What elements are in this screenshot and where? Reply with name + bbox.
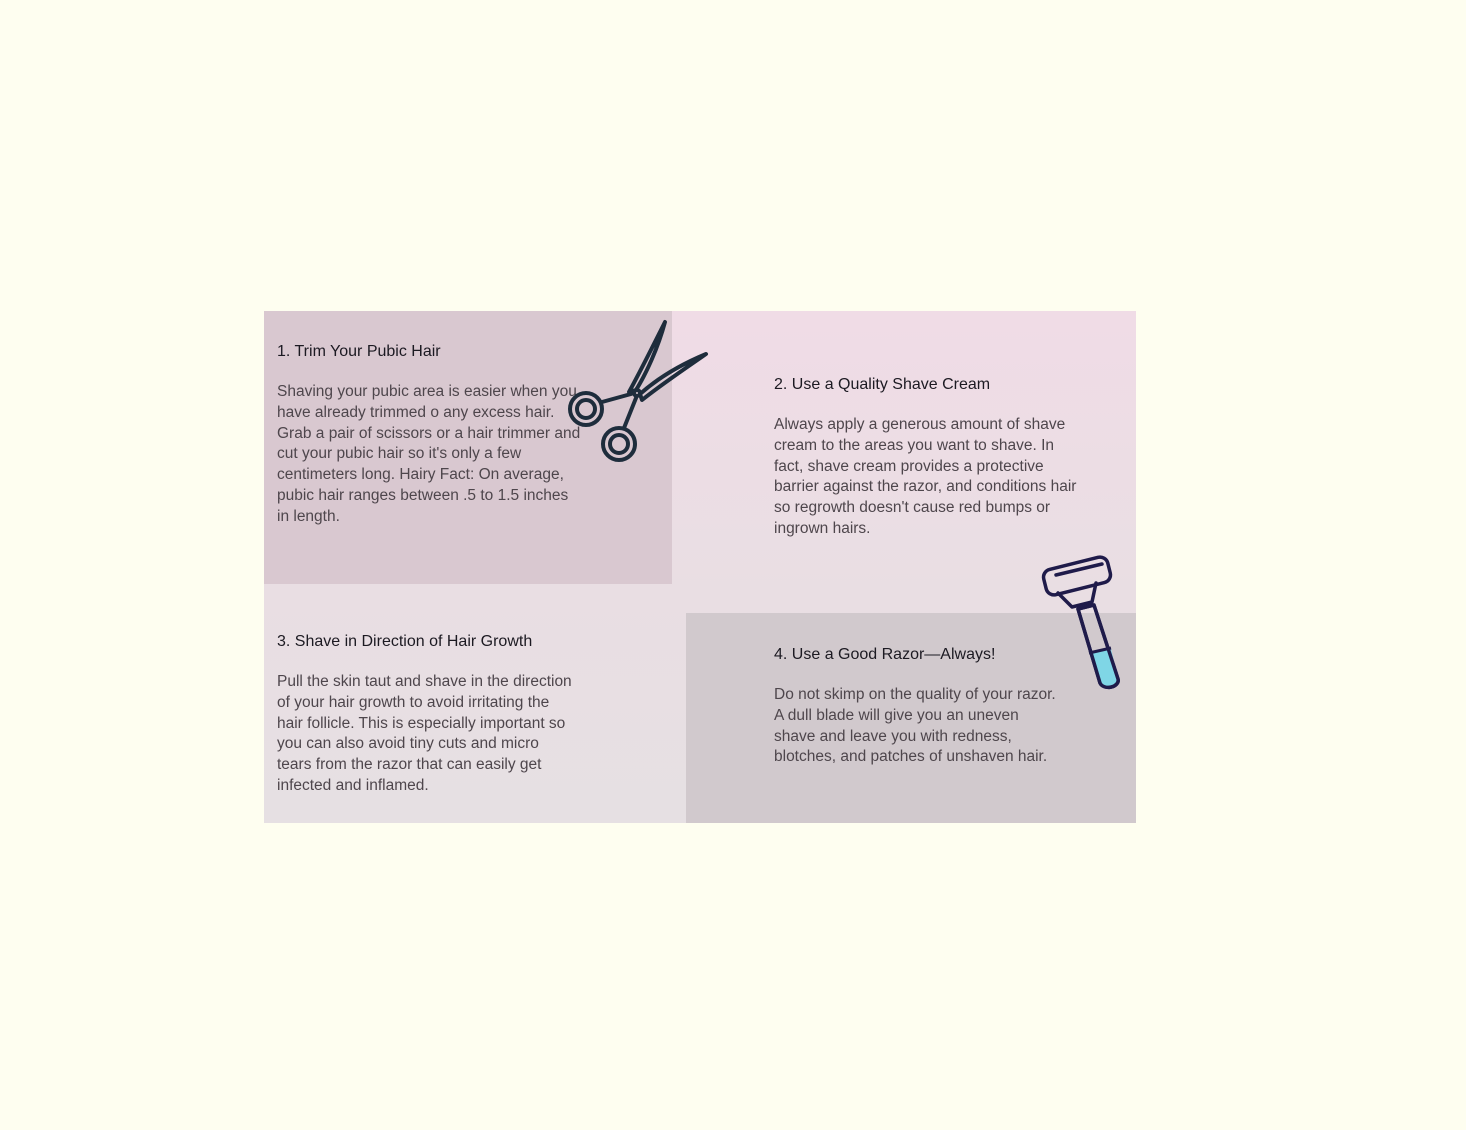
tip-3-title: 3. Shave in Direction of Hair Growth: [277, 633, 533, 650]
tip-3-body: Pull the skin taut and shave in the direction of your hair growth to avoid irritating the hair follicle. This is especially important so you can also avoid tiny cuts and micro tears from the razor that can easily get infected and inflamed.: [277, 673, 572, 794]
tip-1-body: Shaving your pubic area is easier when you have already trimmed o any excess hair. Grab a pair of scissors or a hair trimmer and cut your pubic hair so it's only a few centimeters long. Hairy Fact: On average, pubic hair ranges between .5 to 1.5 inches in length.: [277, 383, 581, 525]
tip-2-title: 2. Use a Quality Shave Cream: [774, 376, 991, 393]
tip-4-title: 4. Use a Good Razor—Always!: [774, 646, 996, 663]
tip-1-title: 1. Trim Your Pubic Hair: [277, 343, 441, 360]
tip-4: [774, 645, 1059, 768]
tip-4-body: Do not skimp on the quality of your razor. A dull blade will give you an uneven shave and leave you with redness, blotches, and patches of unshaven hair.: [774, 686, 1056, 766]
tip-3: [277, 632, 572, 797]
scissors-icon: [562, 318, 712, 468]
tip-1: [277, 342, 582, 528]
tip-2-body: Always apply a generous amount of shave cream to the areas you want to shave. In fact, shave cream provides a protective barrier against the razor, and conditions hair so regrowth doesn't cause red bumps or ingrown hairs.: [774, 416, 1077, 537]
tip-2: [774, 375, 1084, 540]
razor-icon: [1038, 553, 1130, 695]
